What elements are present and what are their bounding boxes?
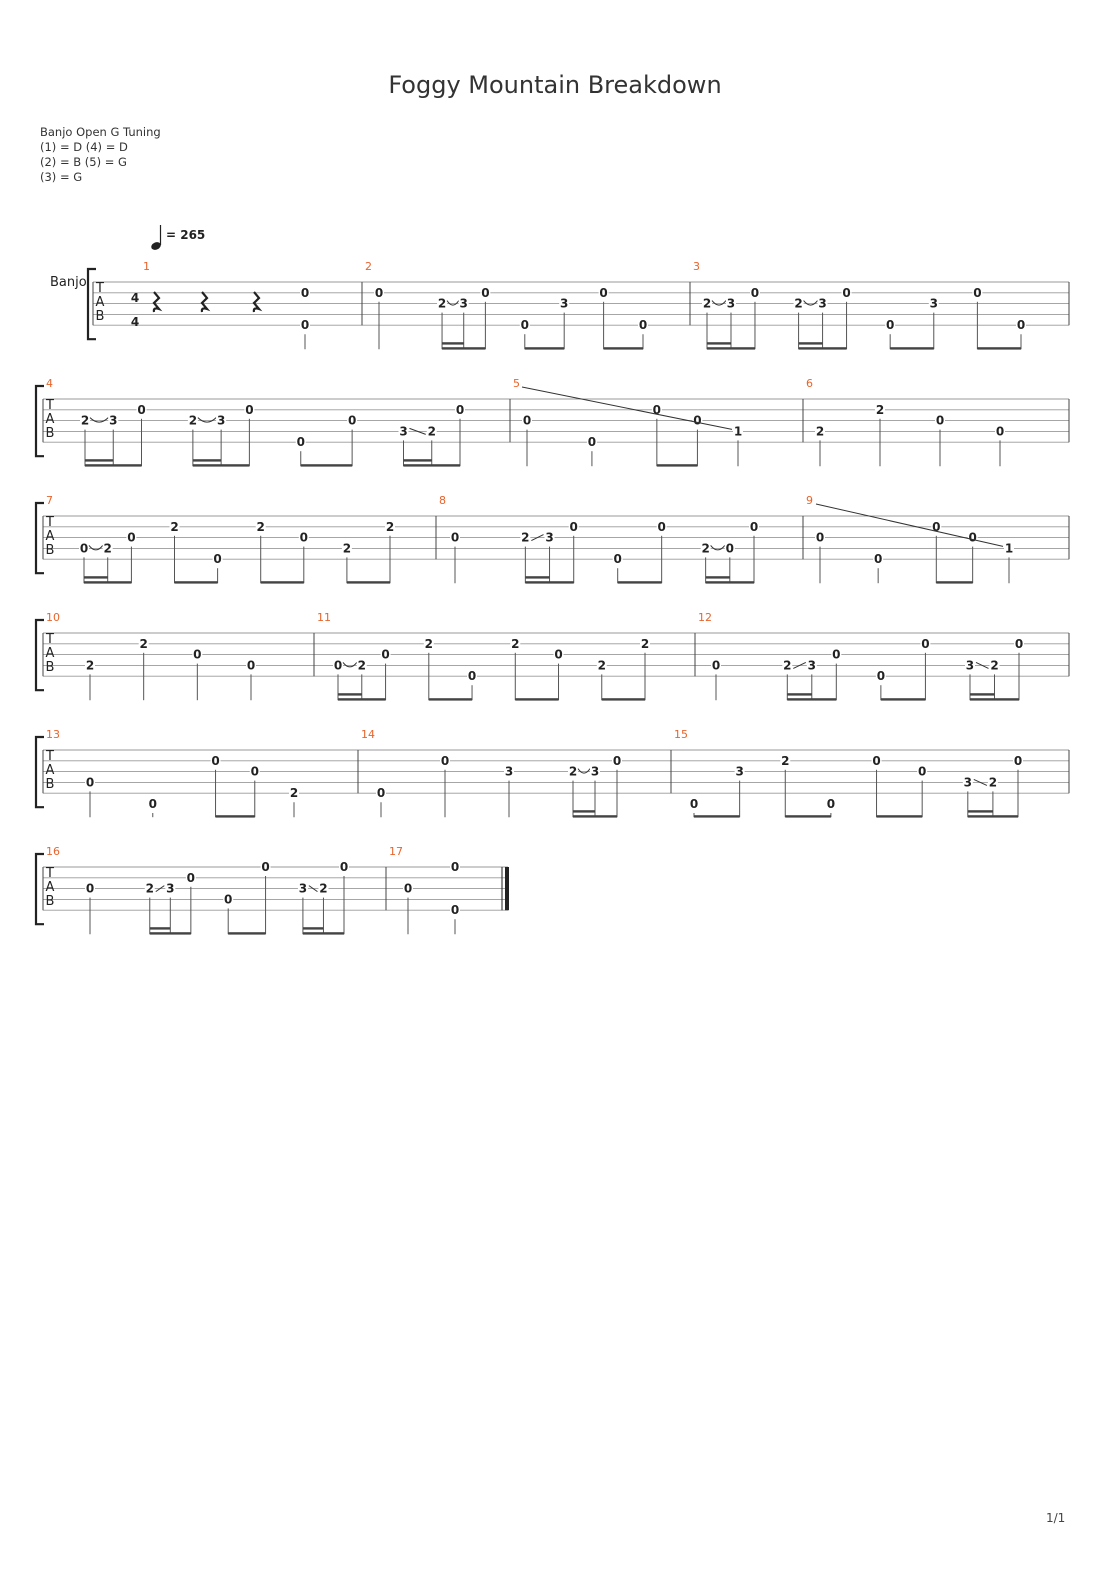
measure-number: 17 [389, 845, 403, 858]
beam-sixteenth [403, 459, 431, 461]
fret-number: 0 [1014, 636, 1024, 651]
fret-number: 0 [450, 903, 460, 918]
tie-arc [804, 301, 818, 306]
fret-number: 3 [399, 424, 408, 439]
fret-number: 2 [289, 786, 299, 801]
fret-number: 2 [437, 296, 447, 311]
beam [936, 581, 972, 583]
tab-clef-letter: T [96, 281, 104, 296]
fret-number: 2 [357, 658, 366, 673]
fret-number: 2 [701, 541, 710, 556]
fret-number: 2 [427, 424, 436, 439]
fret-number: 3 [166, 881, 175, 896]
fret-number: 0 [374, 285, 384, 300]
measure-number: 15 [674, 728, 688, 741]
measure-number: 2 [365, 260, 372, 273]
tuning-name: Banjo Open G Tuning [40, 125, 161, 139]
fret-number: 0 [250, 764, 259, 779]
beam [618, 581, 662, 583]
fret-number: 3 [929, 296, 938, 311]
beam [785, 815, 831, 817]
fret-number: 0 [842, 285, 851, 300]
fret-number: 0 [381, 647, 390, 662]
beam [573, 815, 617, 817]
beam-sixteenth [573, 810, 595, 812]
page-number: 1/1 [1046, 1511, 1066, 1525]
fret-number: 2 [103, 541, 112, 556]
fret-number: 0 [973, 285, 982, 300]
fret-number: 0 [873, 552, 883, 567]
glissando-line [816, 504, 1003, 546]
tab-clef-letter: T [46, 515, 54, 530]
fret-number: 0 [652, 402, 662, 417]
fret-number: 0 [245, 402, 254, 417]
fret-number: 3 [965, 658, 975, 673]
fret-number: 0 [193, 647, 202, 662]
tab-clef-letter: T [46, 866, 54, 881]
beam [442, 347, 485, 349]
fret-number: 3 [963, 775, 972, 790]
fret-number: 0 [300, 318, 310, 333]
measure-number: 9 [806, 494, 813, 507]
fret-number: 3 [109, 413, 118, 428]
fret-number: 1 [1004, 541, 1014, 556]
fret-number: 0 [296, 435, 305, 450]
fret-number: 2 [188, 413, 198, 428]
measure-number: 3 [693, 260, 700, 273]
fret-number: 0 [815, 530, 825, 545]
beam [303, 932, 344, 934]
tab-clef-letter: B [95, 309, 105, 324]
tab-clef-letter: B [45, 543, 55, 558]
fret-number: 0 [127, 530, 136, 545]
fret-number: 3 [726, 296, 736, 311]
fret-number: 2 [139, 636, 148, 651]
beam [347, 581, 390, 583]
fret-number: 3 [590, 764, 600, 779]
fret-number: 0 [711, 658, 721, 673]
measure-number: 8 [439, 494, 446, 507]
beam-sixteenth [787, 693, 812, 695]
beam-sixteenth [442, 342, 464, 344]
tab-clef-letter: A [45, 529, 55, 544]
beam [977, 347, 1021, 349]
beam [706, 581, 754, 583]
beam-sixteenth [85, 459, 113, 461]
tie-arc [447, 301, 459, 306]
beam-sixteenth [970, 693, 995, 695]
fret-number: 0 [612, 753, 622, 768]
fret-number: 2 [342, 541, 352, 556]
fret-number: 2 [511, 636, 520, 651]
beam [799, 347, 847, 349]
fret-number: 0 [440, 753, 450, 768]
time-signature-top: 4 [130, 291, 140, 305]
fret-number: 2 [85, 658, 95, 673]
fret-number: 0 [750, 285, 760, 300]
beam [150, 932, 191, 934]
fret-number: 2 [781, 753, 790, 768]
beam [429, 698, 472, 700]
beam [338, 698, 386, 700]
measure-number: 13 [46, 728, 60, 741]
fret-number: 0 [932, 519, 941, 534]
fret-number: 2 [424, 636, 433, 651]
fret-number: 2 [597, 658, 606, 673]
fret-number: 0 [522, 413, 532, 428]
fret-number: 0 [347, 413, 357, 428]
tuning-line: (3) = G [40, 170, 83, 184]
fret-number: 0 [885, 318, 895, 333]
quarter-rest [154, 292, 159, 312]
fret-number: 2 [145, 881, 154, 896]
fret-number: 0 [995, 424, 1005, 439]
fret-number: 0 [935, 413, 945, 428]
fret-number: 0 [725, 541, 734, 556]
fret-number: 2 [990, 658, 999, 673]
fret-number: 2 [988, 775, 998, 790]
fret-number: 0 [587, 435, 597, 450]
measure-number: 12 [698, 611, 712, 624]
fret-number: 3 [459, 296, 468, 311]
tuning-line: (2) = B (5) = G [40, 155, 127, 169]
fret-number: 0 [246, 658, 256, 673]
fret-number: 3 [504, 764, 514, 779]
measure-number: 5 [513, 377, 520, 390]
beam [403, 464, 460, 466]
quarter-rest [202, 292, 207, 312]
fret-number: 2 [568, 764, 578, 779]
beam-sixteenth [193, 459, 221, 461]
beam [881, 698, 926, 700]
beam [515, 698, 558, 700]
fret-number: 2 [319, 881, 328, 896]
tab-clef-letter: A [95, 295, 105, 310]
tab-clef-letter: A [45, 880, 55, 895]
beam [877, 815, 923, 817]
beam [228, 932, 265, 934]
tab-clef-letter: B [45, 894, 55, 909]
tuning-line: (1) = D (4) = D [40, 140, 128, 154]
tempo-text: = 265 [166, 228, 206, 242]
fret-number: 0 [450, 530, 460, 545]
beam [602, 698, 645, 700]
tab-clef-letter: T [46, 632, 54, 647]
tie-arc [578, 769, 590, 774]
beam [968, 815, 1018, 817]
fret-number: 0 [455, 402, 465, 417]
tab-clef-letter: B [45, 777, 55, 792]
measure-number: 16 [46, 845, 60, 858]
fret-number: 0 [921, 636, 930, 651]
beam [890, 347, 934, 349]
fret-number: 0 [917, 764, 927, 779]
beam-sixteenth [706, 576, 730, 578]
fret-number: 0 [186, 870, 196, 885]
tab-clef-letter: T [46, 749, 54, 764]
measure-number: 4 [46, 377, 53, 390]
beam [525, 347, 564, 349]
fret-number: 2 [640, 636, 650, 651]
beam [84, 581, 131, 583]
time-signature-bottom: 4 [130, 315, 140, 330]
beam [193, 464, 250, 466]
tab-clef-letter: B [45, 660, 55, 675]
tab-clef-letter: A [45, 412, 55, 427]
measure-number: 7 [46, 494, 53, 507]
quarter-rest [254, 292, 259, 312]
fret-number: 0 [554, 647, 563, 662]
beam-sixteenth [303, 927, 324, 929]
beam [175, 581, 218, 583]
tab-clef-letter: A [45, 763, 55, 778]
fret-number: 0 [569, 519, 578, 534]
measure-number: 1 [143, 260, 150, 273]
fret-number: 3 [216, 413, 226, 428]
measure-number: 10 [46, 611, 60, 624]
fret-number: 2 [794, 296, 803, 311]
fret-number: 0 [224, 892, 233, 907]
tie-arc [90, 418, 108, 423]
fret-number: 0 [599, 285, 608, 300]
fret-number: 3 [298, 881, 308, 896]
measure-number: 6 [806, 377, 813, 390]
fret-number: 0 [261, 860, 270, 874]
fret-number: 0 [148, 797, 157, 811]
fret-number: 0 [872, 753, 881, 768]
instrument-label: Banjo [50, 275, 87, 290]
fret-number: 2 [702, 296, 712, 311]
fret-number: 0 [832, 647, 841, 662]
beam [216, 815, 255, 817]
fret-number: 2 [875, 402, 885, 417]
fret-number: 0 [826, 797, 836, 811]
beam [787, 698, 836, 700]
fret-number: 0 [613, 552, 622, 567]
song-title: Foggy Mountain Breakdown [388, 71, 722, 99]
fret-number: 0 [968, 530, 977, 545]
tie-arc [343, 662, 357, 667]
fret-number: 0 [299, 530, 308, 545]
fret-number: 0 [339, 860, 349, 874]
fret-number: 0 [749, 519, 759, 534]
beam [694, 815, 740, 817]
beam-sixteenth [150, 927, 171, 929]
fret-number: 0 [481, 285, 490, 300]
tie-arc [712, 301, 726, 306]
fret-number: 0 [137, 402, 146, 417]
fret-number: 2 [256, 519, 265, 534]
fret-number: 0 [403, 881, 413, 896]
beam [970, 698, 1019, 700]
fret-number: 0 [689, 797, 699, 811]
fret-number: 0 [85, 775, 95, 790]
fret-number: 0 [79, 541, 89, 556]
fret-number: 0 [693, 413, 702, 428]
fret-number: 2 [80, 413, 90, 428]
fret-number: 0 [1013, 753, 1023, 768]
fret-number: 2 [385, 519, 395, 534]
fret-number: 2 [170, 519, 179, 534]
fret-number: 1 [733, 424, 743, 439]
beam-sixteenth [968, 810, 993, 812]
beam [261, 581, 304, 583]
fret-number: 0 [876, 669, 886, 684]
fret-number: 2 [783, 658, 792, 673]
fret-number: 0 [211, 753, 220, 768]
fret-number: 0 [520, 318, 529, 333]
fret-number: 3 [735, 764, 744, 779]
fret-number: 3 [818, 296, 827, 311]
beam [301, 464, 352, 466]
fret-number: 0 [376, 786, 386, 801]
fret-number: 0 [213, 552, 222, 567]
fret-number: 0 [638, 318, 648, 333]
beam [604, 347, 643, 349]
beam-sixteenth [799, 342, 823, 344]
measure-number: 14 [361, 728, 375, 741]
measure-number: 11 [317, 611, 331, 624]
beam-sixteenth [525, 576, 549, 578]
tab-clef-letter: B [45, 426, 55, 441]
fret-number: 2 [521, 530, 530, 545]
tab-clef-letter: A [45, 646, 55, 661]
glissando-line [522, 387, 732, 429]
fret-number: 0 [1016, 318, 1026, 333]
tie-arc [198, 418, 216, 423]
fret-number: 0 [300, 285, 310, 300]
fret-number: 0 [467, 669, 477, 684]
beam-sixteenth [338, 693, 362, 695]
beam [85, 464, 142, 466]
fret-number: 3 [560, 296, 569, 311]
fret-number: 0 [85, 881, 95, 896]
tab-clef-letter: T [46, 398, 54, 413]
fret-number: 0 [657, 519, 666, 534]
fret-number: 0 [333, 658, 343, 673]
tie-arc [89, 545, 103, 550]
beam [707, 347, 755, 349]
beam-sixteenth [84, 576, 108, 578]
fret-number: 0 [450, 860, 460, 874]
fret-number: 3 [545, 530, 554, 545]
beam [657, 464, 698, 466]
beam [525, 581, 573, 583]
tie-arc [711, 545, 725, 550]
fret-number: 3 [807, 658, 816, 673]
beam-sixteenth [707, 342, 731, 344]
fret-number: 2 [815, 424, 825, 439]
